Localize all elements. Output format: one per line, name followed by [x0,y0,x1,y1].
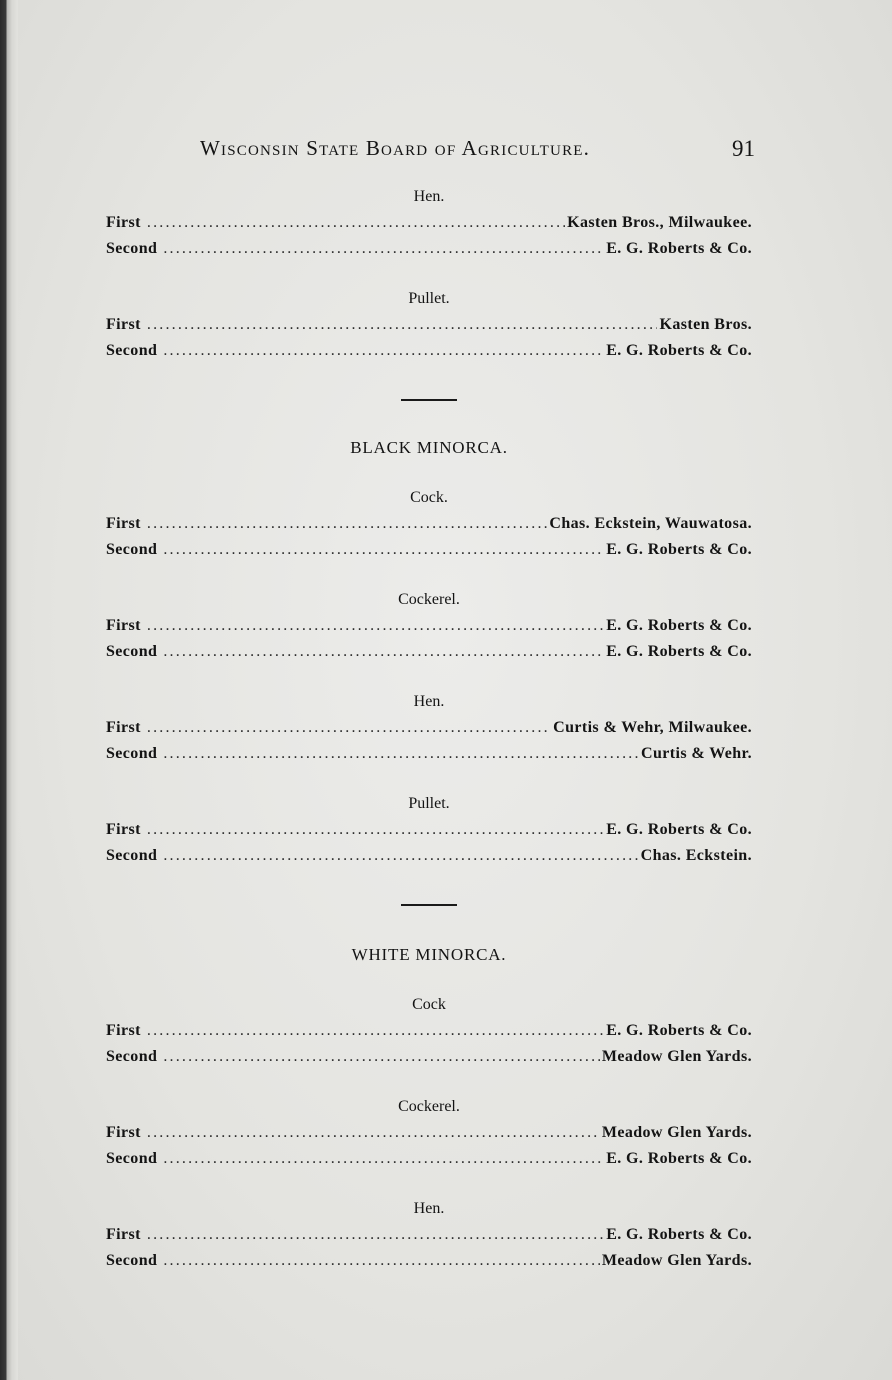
award-row [106,338,752,364]
award-place: First [106,1226,141,1243]
award-row [106,537,752,563]
award-row [106,1120,752,1146]
award-winner: E. G. Roberts & Co. [606,617,752,634]
award-place: First [106,515,141,532]
award-row [106,1146,752,1172]
award-place: Second [106,540,158,558]
award-winner: E. G. Roberts & Co. [606,1149,752,1167]
award-place: First [106,617,141,634]
award-winner: Meadow Glen Yards. [601,1251,752,1269]
category-heading: Pullet. [408,795,450,812]
award-place: First [106,1022,141,1039]
award-place: Second [106,1047,158,1065]
running-header-title: Wisconsin State Board of Agriculture. [200,136,591,160]
award-row [106,613,752,639]
award-winner: E. G. Roberts & Co. [606,540,752,558]
award-winner: E. G. Roberts & Co. [606,341,752,359]
category-heading: Cockerel. [398,591,460,608]
award-place: First [106,316,141,333]
award-winner: Curtis & Wehr. [641,744,752,762]
award-row [106,1044,752,1070]
dot-leader [147,1222,604,1248]
dot-leader [163,338,604,364]
page-content [106,184,752,1273]
award-row [106,210,752,236]
page-number: 91 [732,136,755,161]
award-row [106,312,752,338]
award-winner: E. G. Roberts & Co. [606,1226,752,1243]
award-winner: E. G. Roberts & Co. [606,1022,752,1039]
breed-section [106,435,752,868]
award-group [106,689,752,766]
dot-leader [163,843,638,869]
award-place: Second [106,642,158,660]
dot-leader [147,1120,600,1146]
award-row [106,741,752,767]
dot-leader [163,1146,604,1172]
book-binding-edge [0,0,18,1380]
dot-leader [147,511,548,537]
dot-leader [147,715,551,741]
award-place: First [106,821,141,838]
dot-leader [147,312,658,338]
award-place: Second [106,341,158,359]
dot-leader [147,210,565,236]
award-place: First [106,214,141,231]
dot-leader [147,817,604,843]
category-heading: Cockerel. [398,1098,460,1115]
award-place: Second [106,1251,158,1269]
award-group [106,791,752,868]
award-winner: Meadow Glen Yards. [601,1047,752,1065]
award-row [106,1018,752,1044]
award-group [106,992,752,1069]
award-row [106,817,752,843]
dot-leader [163,741,639,767]
award-group [106,1196,752,1273]
award-place: First [106,719,141,736]
dot-leader [163,1044,600,1070]
award-row [106,511,752,537]
dot-leader [147,613,604,639]
running-header [200,136,755,170]
breed-heading: WHITE MINORCA. [351,945,507,964]
award-place: Second [106,846,158,864]
category-heading: Hen. [413,1200,445,1217]
category-heading: Hen. [413,693,445,710]
award-group [106,286,752,363]
dot-leader [163,537,604,563]
dot-leader [163,236,604,262]
award-winner: Chas. Eckstein. [640,846,752,864]
award-row [106,843,752,869]
award-winner: Chas. Eckstein, Wauwatosa. [549,515,752,532]
award-place: First [106,1124,141,1141]
category-heading: Cock [412,996,446,1013]
award-winner: Curtis & Wehr, Milwaukee. [553,719,752,736]
award-winner: E. G. Roberts & Co. [606,642,752,660]
award-group [106,485,752,562]
award-place: Second [106,1149,158,1167]
award-winner: Kasten Bros. [659,316,752,333]
award-row [106,639,752,665]
award-group [106,184,752,261]
award-row [106,1222,752,1248]
award-row [106,236,752,262]
category-heading: Pullet. [408,290,450,307]
dot-leader [163,1248,600,1274]
award-winner: E. G. Roberts & Co. [606,239,752,257]
category-heading: Hen. [413,188,445,205]
award-winner: E. G. Roberts & Co. [606,821,752,838]
award-row [106,1248,752,1274]
award-place: Second [106,744,158,762]
category-heading: Cock. [410,489,448,506]
dot-leader [163,639,604,665]
award-winner: Kasten Bros., Milwaukee. [567,214,752,231]
award-row [106,715,752,741]
award-group [106,587,752,664]
breed-section [106,942,752,1273]
award-group [106,1094,752,1171]
dot-leader [147,1018,604,1044]
award-winner: Meadow Glen Yards. [601,1124,752,1141]
award-place: Second [106,239,158,257]
breed-heading: BLACK MINORCA. [350,438,508,457]
